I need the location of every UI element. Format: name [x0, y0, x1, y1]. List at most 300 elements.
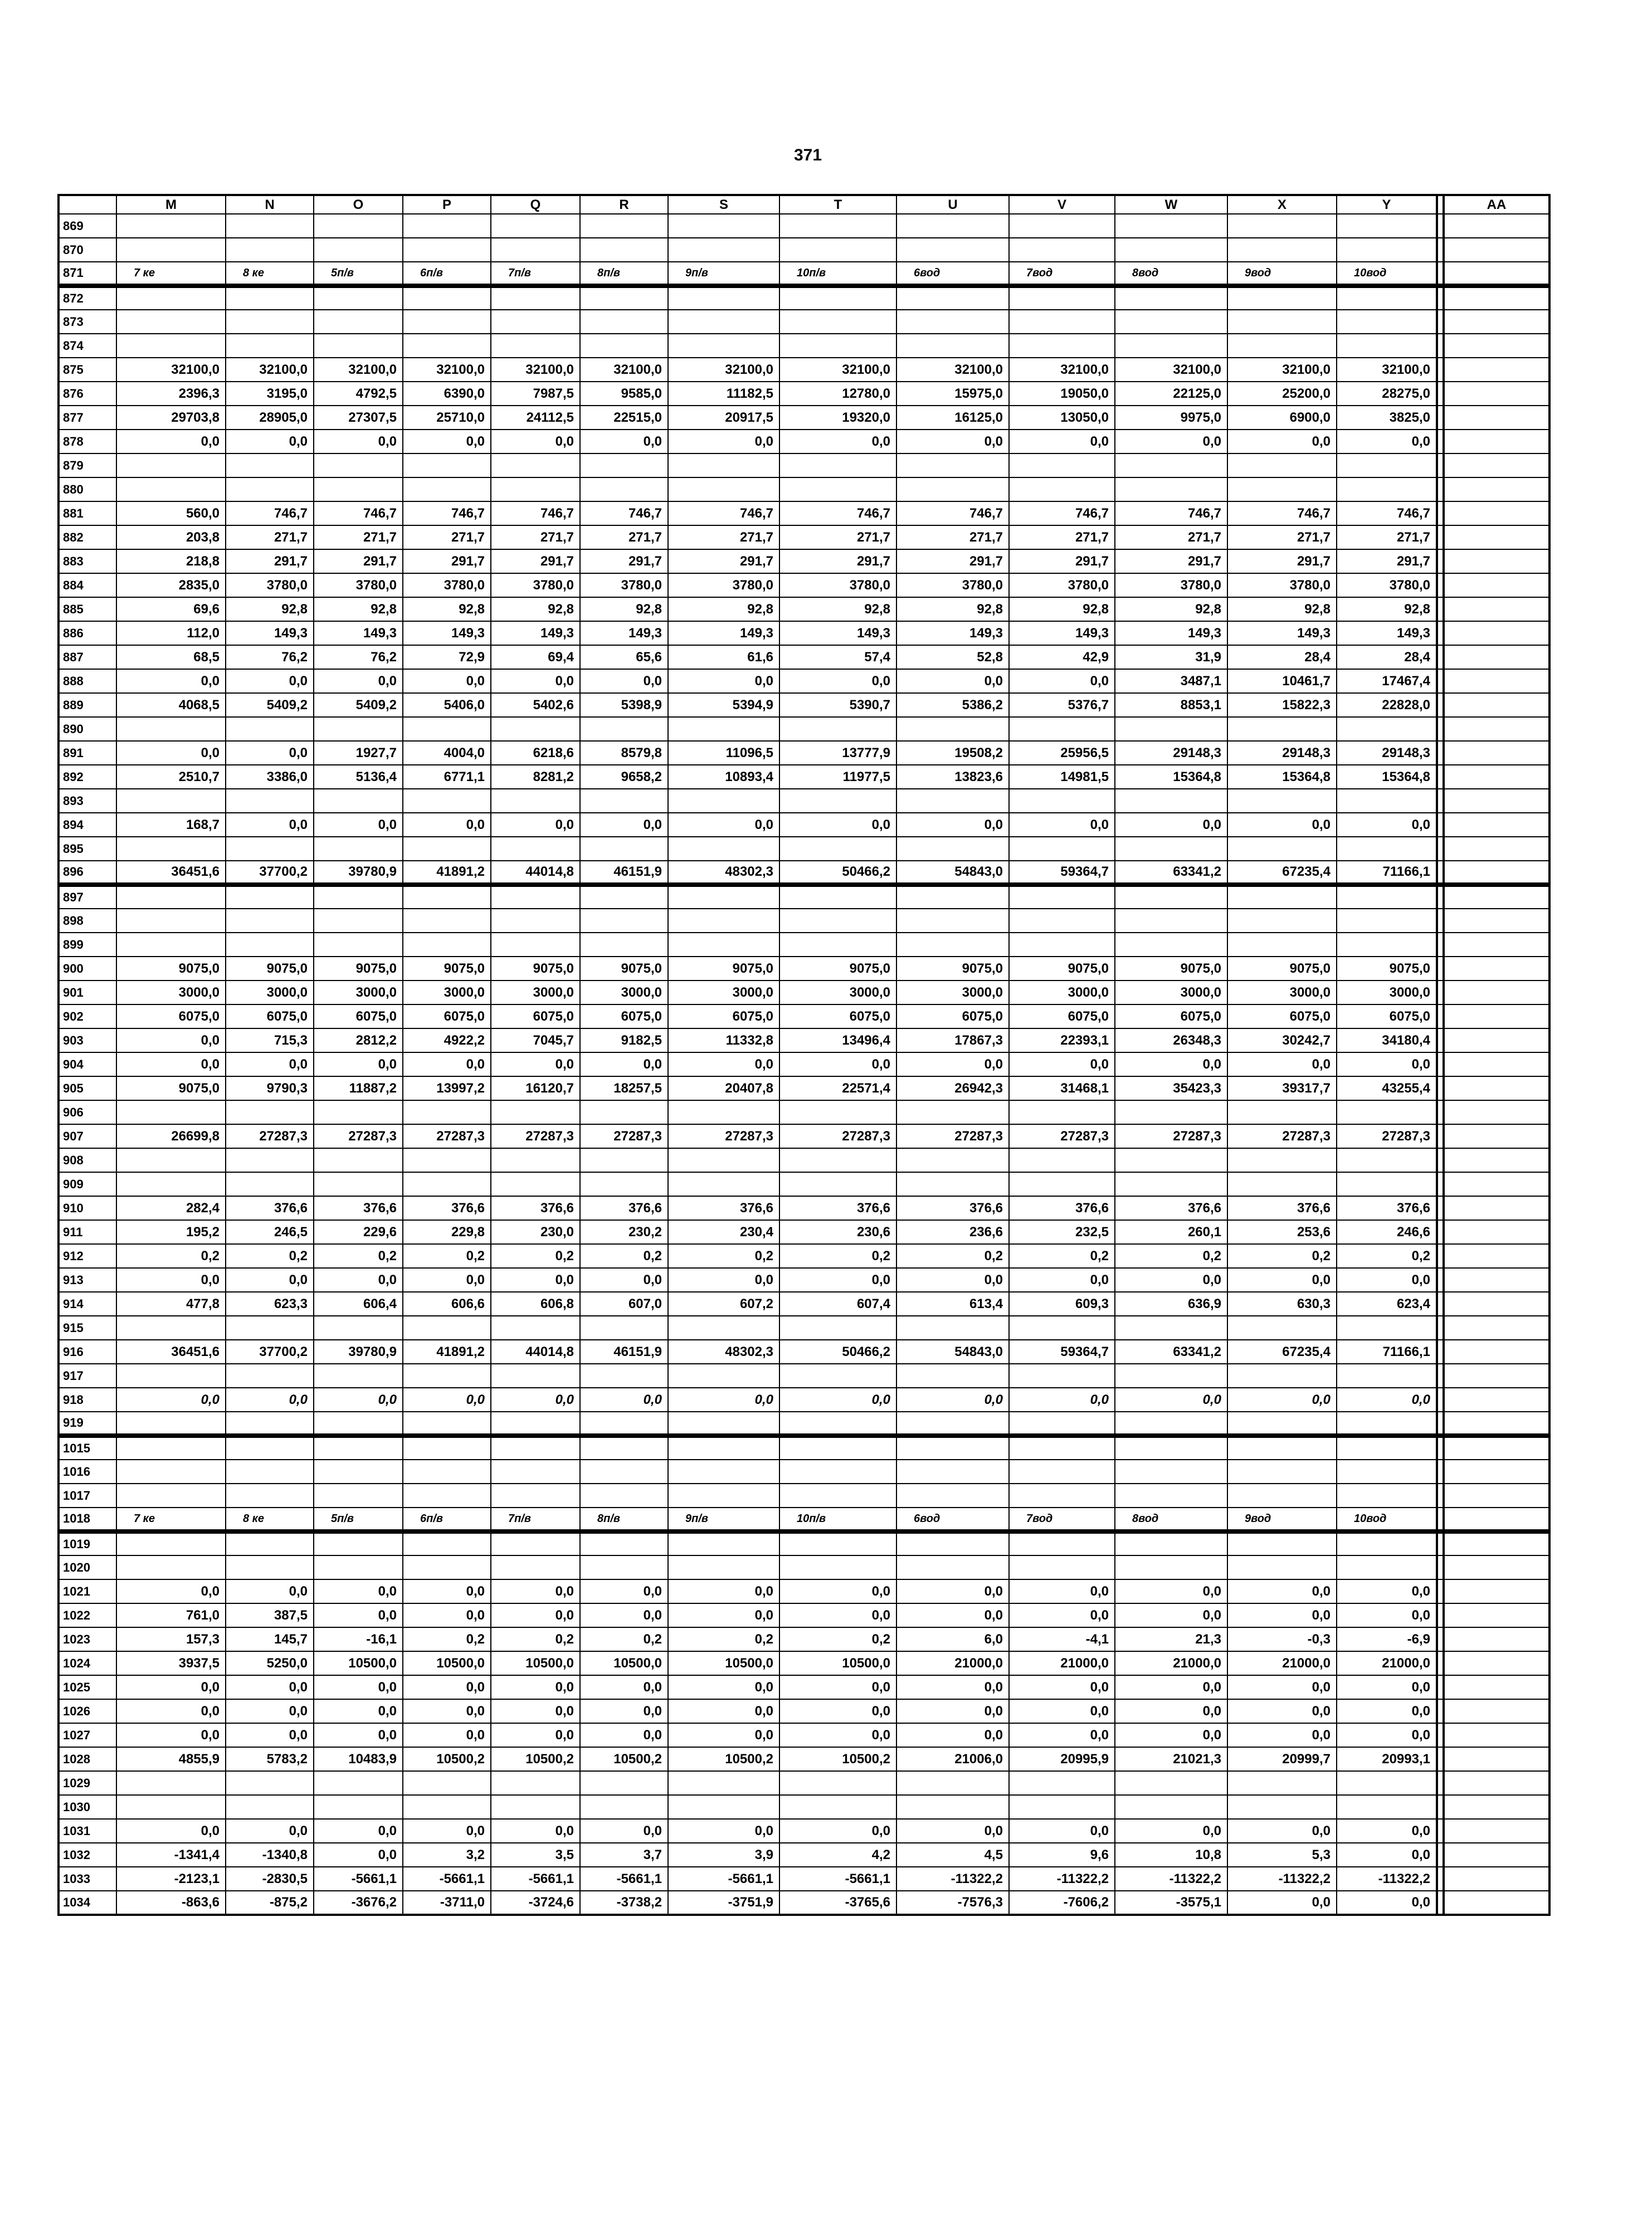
column-gap: [1437, 1316, 1444, 1340]
empty-cell: [1337, 214, 1437, 238]
cell: 149,3: [1227, 621, 1337, 645]
empty-cell: [1444, 1052, 1549, 1076]
cell: 0,0: [1009, 1268, 1115, 1292]
cell: 0,0: [779, 1579, 896, 1603]
cell: 0,0: [314, 1819, 403, 1843]
row-number: 890: [59, 717, 116, 741]
row-number: 885: [59, 597, 116, 621]
empty-cell: [491, 717, 580, 741]
row-number: 877: [59, 406, 116, 430]
cell: 607,4: [779, 1292, 896, 1316]
cell: 0,0: [580, 1268, 668, 1292]
empty-cell: [668, 286, 779, 310]
cell: 0,0: [1009, 1699, 1115, 1723]
column-gap: [1437, 1388, 1444, 1412]
cell: 32100,0: [1227, 358, 1337, 382]
column-gap: [1437, 1052, 1444, 1076]
table-row: [59, 837, 1549, 861]
empty-cell: [1444, 1316, 1549, 1340]
cell: 0,0: [1227, 430, 1337, 453]
cell: 26348,3: [1115, 1028, 1227, 1052]
cell: 0,0: [226, 1388, 314, 1412]
cell: -5661,1: [403, 1867, 491, 1891]
row-number: 914: [59, 1292, 116, 1316]
empty-cell: [403, 837, 491, 861]
empty-cell: [1444, 885, 1549, 909]
cell: 0,0: [1227, 1052, 1337, 1076]
cell: 9075,0: [403, 957, 491, 981]
cell: 0,0: [491, 1819, 580, 1843]
column-gap: [1437, 477, 1444, 501]
column-gap: [1437, 1268, 1444, 1292]
cell: 0,2: [668, 1244, 779, 1268]
cell: 6075,0: [1115, 1004, 1227, 1028]
cell: 291,7: [491, 549, 580, 573]
empty-cell: [668, 1484, 779, 1508]
table-row: [59, 1603, 1549, 1627]
row-number: 912: [59, 1244, 116, 1268]
cell: 0,0: [896, 1052, 1009, 1076]
column-gap: [1437, 214, 1444, 238]
empty-cell: [491, 1531, 580, 1555]
cell: 68,5: [116, 645, 226, 669]
cell: 92,8: [403, 597, 491, 621]
empty-cell: [896, 214, 1009, 238]
cell: 3000,0: [896, 981, 1009, 1004]
cell: 0,0: [1337, 1579, 1437, 1603]
cell: 34180,4: [1337, 1028, 1437, 1052]
row-number: 1026: [59, 1699, 116, 1723]
cell: 271,7: [491, 525, 580, 549]
cell: 230,0: [491, 1220, 580, 1244]
empty-cell: [226, 310, 314, 334]
cell: 0,0: [779, 1819, 896, 1843]
cell: 0,0: [491, 1579, 580, 1603]
empty-cell: [896, 1555, 1009, 1579]
cell: 6075,0: [1009, 1004, 1115, 1028]
empty-cell: [1009, 1364, 1115, 1388]
empty-cell: [1227, 717, 1337, 741]
cell: 2812,2: [314, 1028, 403, 1052]
table-row: [59, 1819, 1549, 1843]
row-number: 869: [59, 214, 116, 238]
empty-cell: [779, 1316, 896, 1340]
column-gap: [1437, 1651, 1444, 1675]
empty-cell: [1444, 1699, 1549, 1723]
cell: -11322,2: [1115, 1867, 1227, 1891]
column-label: 7п/в: [491, 1508, 580, 1531]
spreadsheet-table: [57, 194, 1551, 1916]
cell: 0,0: [580, 430, 668, 453]
cell: 46151,9: [580, 861, 668, 885]
cell: 28,4: [1337, 645, 1437, 669]
cell: 0,0: [1337, 1052, 1437, 1076]
empty-cell: [1444, 1555, 1549, 1579]
empty-cell: [491, 789, 580, 813]
empty-cell: [1337, 1412, 1437, 1436]
cell: 59364,7: [1009, 861, 1115, 885]
empty-cell: [1444, 645, 1549, 669]
cell: 44014,8: [491, 1340, 580, 1364]
row-number: 881: [59, 501, 116, 525]
empty-cell: [314, 238, 403, 262]
row-number: 1033: [59, 1867, 116, 1891]
empty-cell: [779, 334, 896, 358]
cell: 31468,1: [1009, 1076, 1115, 1100]
cell: 3780,0: [226, 573, 314, 597]
cell: 0,0: [403, 1675, 491, 1699]
cell: 9075,0: [226, 957, 314, 981]
row-number: 911: [59, 1220, 116, 1244]
empty-cell: [1115, 1795, 1227, 1819]
cell: 291,7: [668, 549, 779, 573]
empty-cell: [1009, 933, 1115, 957]
cell: 149,3: [580, 621, 668, 645]
empty-cell: [896, 310, 1009, 334]
cell: 32100,0: [116, 358, 226, 382]
column-gap: [1437, 262, 1444, 286]
column-label: 8вод: [1115, 262, 1227, 286]
table-row: [59, 1843, 1549, 1867]
empty-cell: [1444, 1819, 1549, 1843]
cell: -875,2: [226, 1891, 314, 1915]
column-label: 6п/в: [403, 262, 491, 286]
cell: 0,2: [491, 1244, 580, 1268]
empty-cell: [1444, 1412, 1549, 1436]
table-row: [59, 813, 1549, 837]
cell: 0,0: [1115, 1819, 1227, 1843]
empty-cell: [1444, 1867, 1549, 1891]
cell: -3724,6: [491, 1891, 580, 1915]
row-number: 876: [59, 382, 116, 406]
cell: 0,0: [668, 813, 779, 837]
empty-cell: [1444, 1795, 1549, 1819]
cell: 39780,9: [314, 861, 403, 885]
column-gap: [1437, 1891, 1444, 1915]
cell: 11977,5: [779, 765, 896, 789]
row-number: 901: [59, 981, 116, 1004]
empty-cell: [116, 1172, 226, 1196]
empty-cell: [580, 1771, 668, 1795]
cell: 27287,3: [1337, 1124, 1437, 1148]
empty-cell: [779, 1531, 896, 1555]
column-gap: [1437, 501, 1444, 525]
cell: 0,0: [896, 430, 1009, 453]
cell: 10500,2: [668, 1747, 779, 1771]
empty-cell: [403, 1148, 491, 1172]
column-gap: [1437, 310, 1444, 334]
cell: 27287,3: [580, 1124, 668, 1148]
cell: 230,4: [668, 1220, 779, 1244]
column-gap: [1437, 981, 1444, 1004]
empty-cell: [668, 1364, 779, 1388]
cell: -1341,4: [116, 1843, 226, 1867]
empty-cell: [896, 1364, 1009, 1388]
empty-cell: [403, 1316, 491, 1340]
empty-cell: [1444, 837, 1549, 861]
cell: 10500,0: [491, 1651, 580, 1675]
cell: 0,0: [1009, 669, 1115, 693]
empty-cell: [1227, 1172, 1337, 1196]
cell: 0,0: [116, 1675, 226, 1699]
empty-cell: [1115, 1484, 1227, 1508]
cell: 230,2: [580, 1220, 668, 1244]
cell: 29148,3: [1227, 741, 1337, 765]
column-header: Q: [491, 195, 580, 214]
row-number: 870: [59, 238, 116, 262]
empty-cell: [226, 477, 314, 501]
cell: 0,0: [896, 669, 1009, 693]
cell: -3575,1: [1115, 1891, 1227, 1915]
row-number: 874: [59, 334, 116, 358]
cell: 271,7: [1009, 525, 1115, 549]
cell: 0,0: [580, 1388, 668, 1412]
column-gap: [1437, 1627, 1444, 1651]
empty-cell: [1115, 310, 1227, 334]
empty-cell: [1115, 1316, 1227, 1340]
cell: 0,0: [1009, 1723, 1115, 1747]
cell: 636,9: [1115, 1292, 1227, 1316]
cell: 3780,0: [580, 573, 668, 597]
row-number: 909: [59, 1172, 116, 1196]
cell: 0,0: [314, 1052, 403, 1076]
cell: 0,2: [1009, 1244, 1115, 1268]
table-row: [59, 693, 1549, 717]
cell: 0,0: [779, 1603, 896, 1627]
empty-cell: [314, 909, 403, 933]
cell: 0,0: [896, 1603, 1009, 1627]
empty-cell: [491, 1795, 580, 1819]
column-gap: [1437, 382, 1444, 406]
empty-cell: [403, 1771, 491, 1795]
empty-cell: [779, 1100, 896, 1124]
empty-cell: [491, 1412, 580, 1436]
cell: 0,0: [403, 1819, 491, 1843]
cell: 236,6: [896, 1220, 1009, 1244]
cell: 0,0: [116, 1723, 226, 1747]
row-number: 1016: [59, 1460, 116, 1484]
empty-cell: [314, 1148, 403, 1172]
cell: 5394,9: [668, 693, 779, 717]
cell: 30242,7: [1227, 1028, 1337, 1052]
empty-cell: [1444, 310, 1549, 334]
empty-cell: [226, 1172, 314, 1196]
column-header: T: [779, 195, 896, 214]
cell: 92,8: [1227, 597, 1337, 621]
cell: 0,0: [580, 1675, 668, 1699]
cell: 11332,8: [668, 1028, 779, 1052]
empty-cell: [314, 1172, 403, 1196]
cell: 4,2: [779, 1843, 896, 1867]
empty-cell: [580, 789, 668, 813]
empty-cell: [1444, 1651, 1549, 1675]
empty-cell: [116, 1484, 226, 1508]
cell: 3780,0: [1115, 573, 1227, 597]
empty-cell: [668, 909, 779, 933]
cell: 0,2: [580, 1627, 668, 1651]
empty-cell: [491, 837, 580, 861]
column-gap: [1437, 1172, 1444, 1196]
empty-cell: [896, 1316, 1009, 1340]
column-label: 6п/в: [403, 1508, 491, 1531]
cell: 14981,5: [1009, 765, 1115, 789]
column-label: 8п/в: [580, 262, 668, 286]
empty-cell: [1115, 214, 1227, 238]
column-gap: [1437, 430, 1444, 453]
table-row: [59, 1364, 1549, 1388]
empty-cell: [779, 717, 896, 741]
cell: 15364,8: [1227, 765, 1337, 789]
cell: 0,0: [668, 1603, 779, 1627]
cell: 10500,2: [403, 1747, 491, 1771]
cell: 10500,2: [580, 1747, 668, 1771]
cell: 0,0: [226, 1052, 314, 1076]
empty-cell: [314, 1460, 403, 1484]
empty-cell: [226, 214, 314, 238]
cell: 28,4: [1227, 645, 1337, 669]
empty-cell: [1009, 1436, 1115, 1460]
cell: 11096,5: [668, 741, 779, 765]
cell: 92,8: [1009, 597, 1115, 621]
cell: 0,0: [1115, 813, 1227, 837]
cell: 6075,0: [116, 1004, 226, 1028]
column-label: 5п/в: [314, 262, 403, 286]
empty-cell: [403, 238, 491, 262]
cell: 0,0: [1009, 1388, 1115, 1412]
cell: 149,3: [668, 621, 779, 645]
empty-cell: [116, 477, 226, 501]
empty-cell: [580, 1460, 668, 1484]
cell: 27287,3: [896, 1124, 1009, 1148]
cell: 0,0: [491, 1699, 580, 1723]
empty-cell: [896, 334, 1009, 358]
cell: 0,0: [1115, 1603, 1227, 1627]
cell: 17467,4: [1337, 669, 1437, 693]
empty-cell: [1337, 1484, 1437, 1508]
empty-cell: [1009, 286, 1115, 310]
cell: 0,0: [1115, 1052, 1227, 1076]
cell: 92,8: [1115, 597, 1227, 621]
empty-cell: [779, 1412, 896, 1436]
cell: 72,9: [403, 645, 491, 669]
empty-cell: [1444, 1603, 1549, 1627]
column-gap: [1437, 1531, 1444, 1555]
empty-cell: [1444, 1388, 1549, 1412]
empty-cell: [1115, 286, 1227, 310]
cell: 0,0: [668, 1675, 779, 1699]
empty-cell: [779, 1795, 896, 1819]
cell: 6075,0: [1227, 1004, 1337, 1028]
empty-cell: [1227, 1771, 1337, 1795]
cell: 0,0: [1337, 1819, 1437, 1843]
empty-cell: [779, 286, 896, 310]
empty-cell: [779, 477, 896, 501]
cell: 50466,2: [779, 861, 896, 885]
empty-cell: [1337, 238, 1437, 262]
column-label: 5п/в: [314, 1508, 403, 1531]
cell: 0,0: [491, 430, 580, 453]
column-gap: [1437, 717, 1444, 741]
empty-cell: [491, 1555, 580, 1579]
empty-cell: [491, 1436, 580, 1460]
empty-cell: [1009, 885, 1115, 909]
cell: 387,5: [226, 1603, 314, 1627]
cell: 0,2: [1227, 1244, 1337, 1268]
row-number: 1022: [59, 1603, 116, 1627]
empty-cell: [403, 933, 491, 957]
cell: 6390,0: [403, 382, 491, 406]
empty-cell: [1115, 334, 1227, 358]
empty-cell: [226, 334, 314, 358]
cell: 0,0: [668, 1388, 779, 1412]
cell: 10500,0: [668, 1651, 779, 1675]
empty-cell: [491, 1484, 580, 1508]
column-gap: [1437, 1436, 1444, 1460]
cell: -2830,5: [226, 1867, 314, 1891]
cell: 0,0: [779, 1388, 896, 1412]
empty-cell: [1444, 789, 1549, 813]
empty-cell: [1009, 909, 1115, 933]
cell: 10483,9: [314, 1747, 403, 1771]
cell: 2510,7: [116, 765, 226, 789]
cell: 4855,9: [116, 1747, 226, 1771]
empty-cell: [491, 334, 580, 358]
table-row: [59, 1579, 1549, 1603]
empty-cell: [1337, 1100, 1437, 1124]
empty-cell: [1444, 1364, 1549, 1388]
cell: 27287,3: [779, 1124, 896, 1148]
cell: 5783,2: [226, 1747, 314, 1771]
empty-cell: [116, 238, 226, 262]
cell: 0,0: [314, 669, 403, 693]
row-number: 886: [59, 621, 116, 645]
empty-cell: [896, 1771, 1009, 1795]
empty-cell: [314, 837, 403, 861]
cell: 0,0: [1115, 1579, 1227, 1603]
cell: 746,7: [896, 501, 1009, 525]
empty-cell: [779, 1555, 896, 1579]
cell: 6900,0: [1227, 406, 1337, 430]
empty-cell: [668, 453, 779, 477]
empty-cell: [1115, 1436, 1227, 1460]
empty-cell: [1337, 909, 1437, 933]
empty-cell: [1337, 789, 1437, 813]
cell: 0,2: [403, 1627, 491, 1651]
empty-cell: [1444, 1268, 1549, 1292]
row-number: 915: [59, 1316, 116, 1340]
cell: 0,0: [1227, 1891, 1337, 1915]
cell: 291,7: [1115, 549, 1227, 573]
cell: 149,3: [491, 621, 580, 645]
cell: 746,7: [1115, 501, 1227, 525]
cell: 3000,0: [668, 981, 779, 1004]
empty-cell: [1337, 453, 1437, 477]
cell: 22125,0: [1115, 382, 1227, 406]
empty-cell: [116, 1531, 226, 1555]
cell: 0,2: [116, 1244, 226, 1268]
column-gap: [1437, 1484, 1444, 1508]
empty-cell: [314, 286, 403, 310]
corner-header: [59, 195, 116, 214]
empty-cell: [1444, 453, 1549, 477]
cell: 0,2: [1115, 1244, 1227, 1268]
cell: 0,0: [403, 1579, 491, 1603]
cell: 10893,4: [668, 765, 779, 789]
empty-cell: [1009, 477, 1115, 501]
table-row: [59, 765, 1549, 789]
cell: 0,0: [491, 669, 580, 693]
table-row: [59, 1148, 1549, 1172]
